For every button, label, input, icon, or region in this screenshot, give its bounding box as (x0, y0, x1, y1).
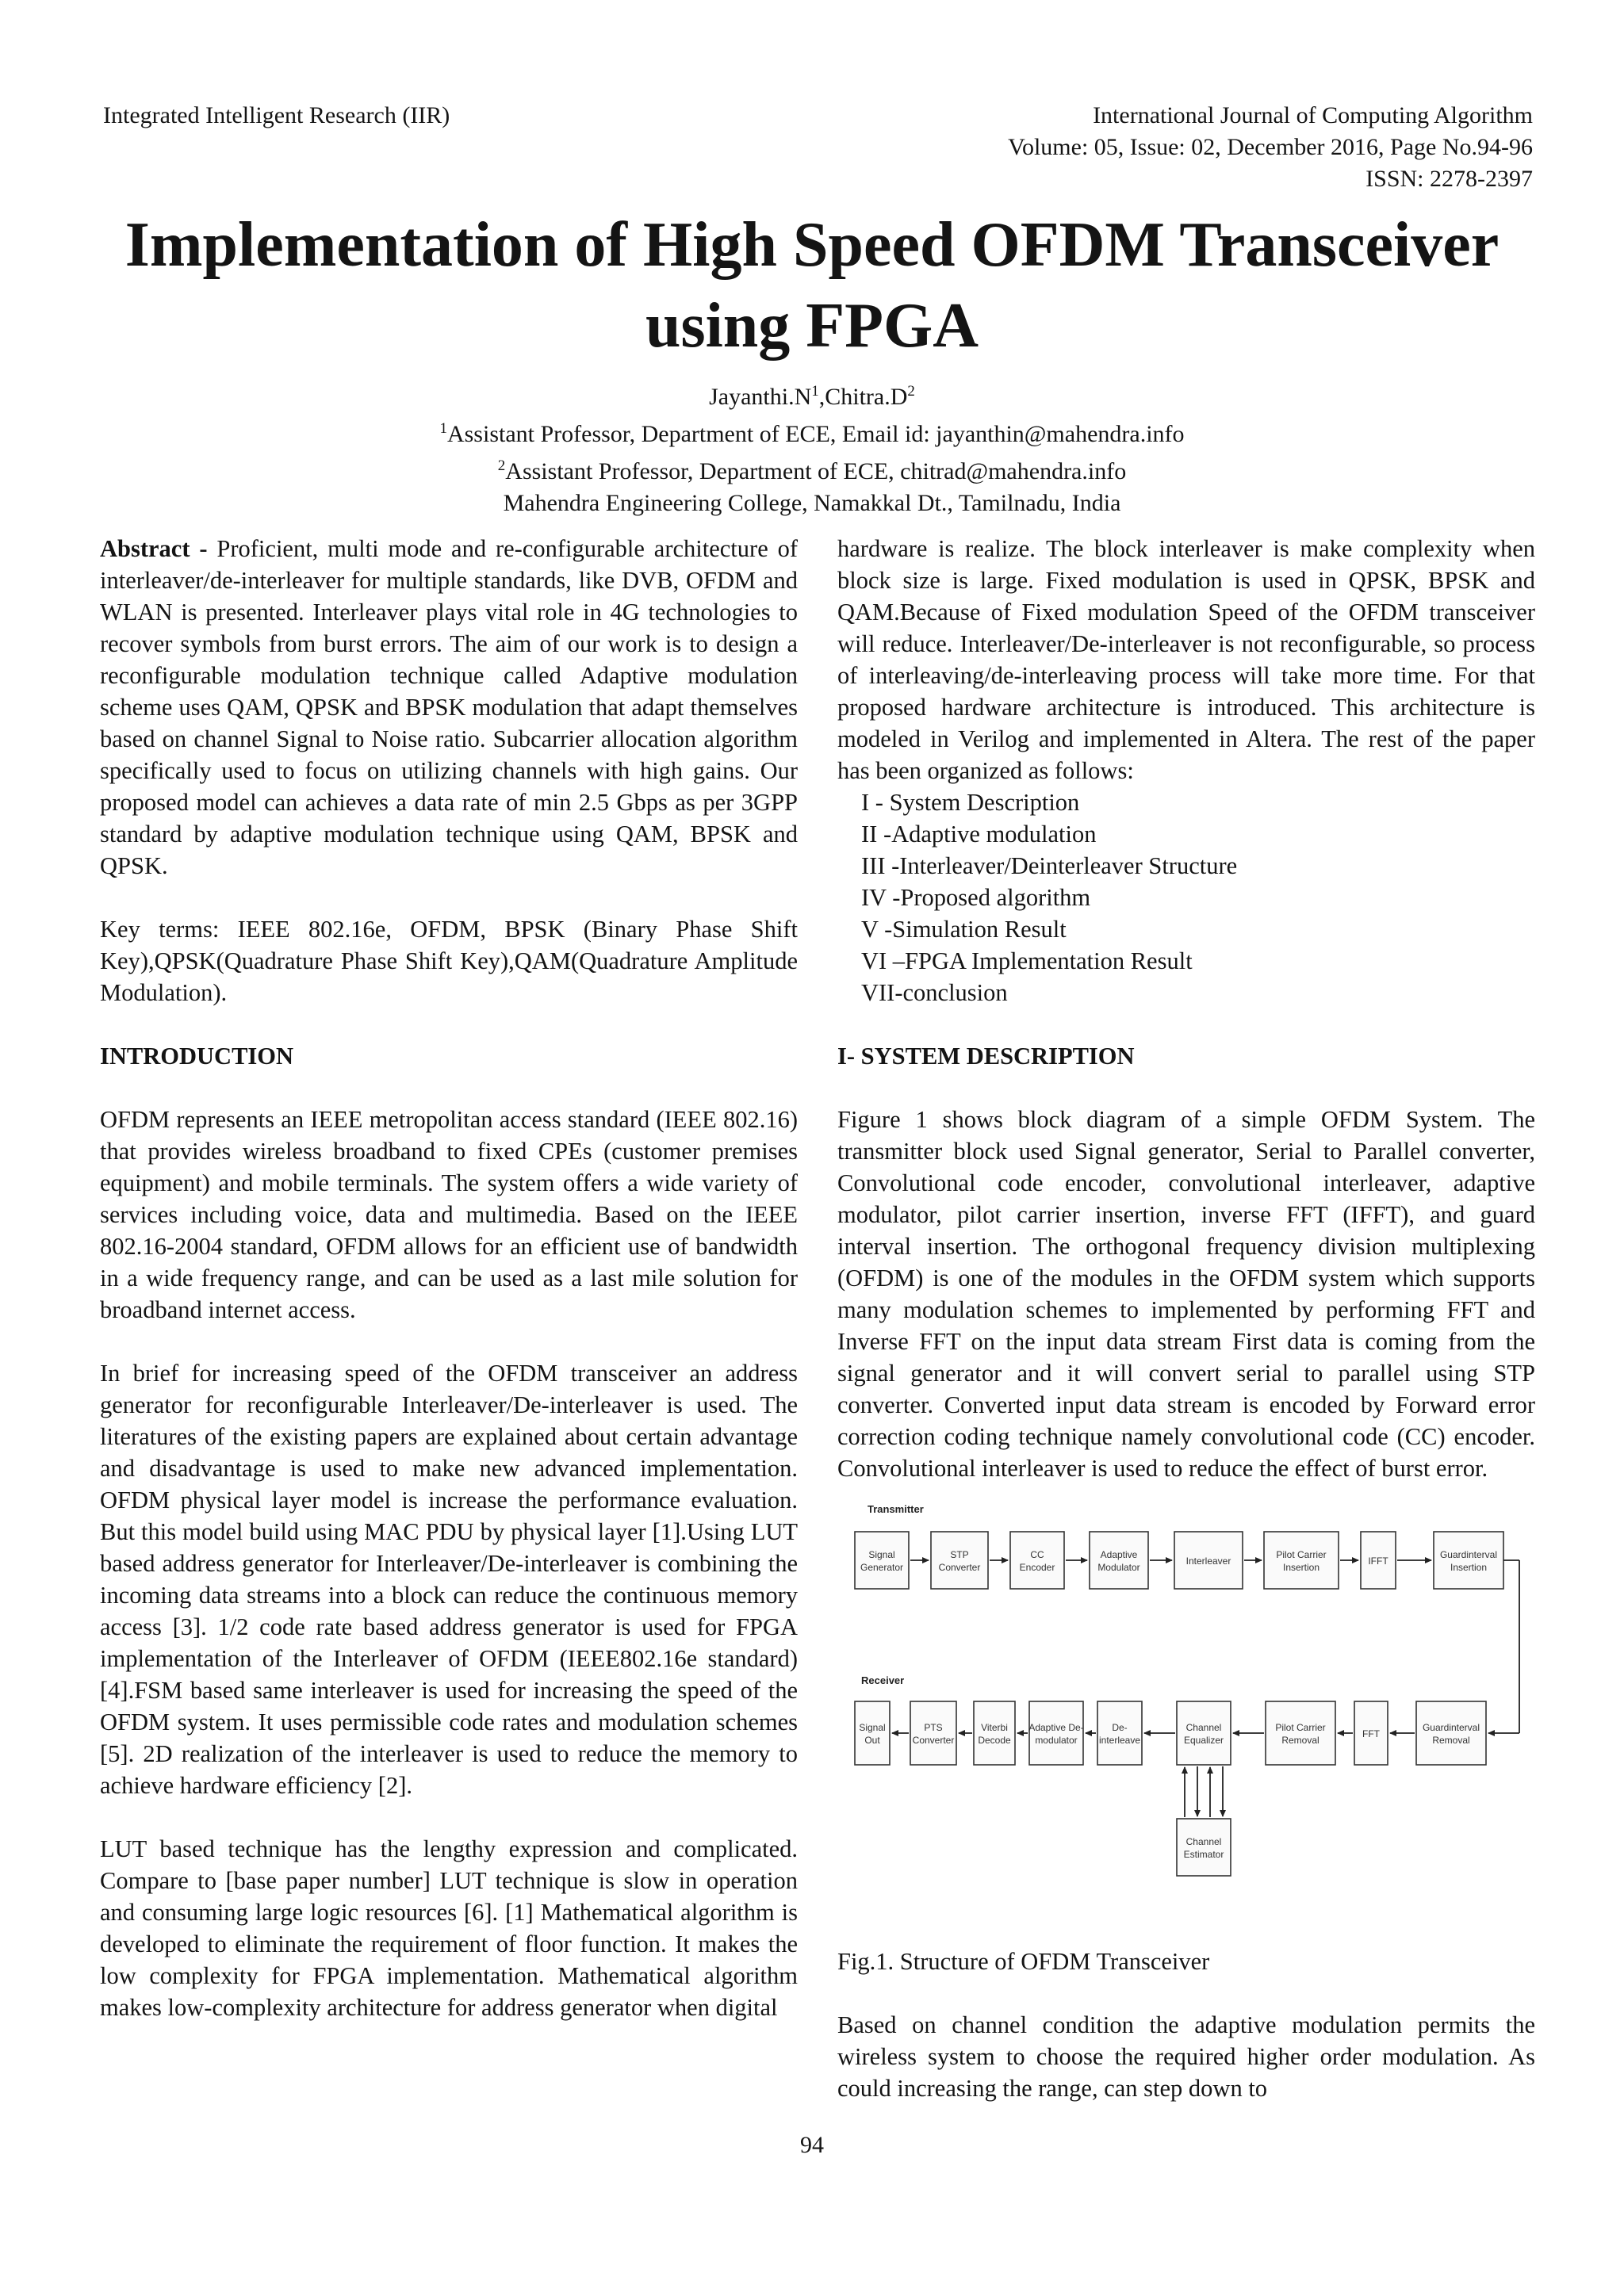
block-label-cc-encoder: Encoder (1019, 1562, 1055, 1573)
block-label-signal-out: Out (864, 1735, 880, 1746)
abstract-text: Proficient, multi mode and re-configurable architecture of interleaver/de-interleaver for multiple standards, like DVB, OFDM and WLAN is presented. Interleaver plays vital role in 4G technologies to recover symbols from burst errors. The aim of our work is to design a reconfigurable modulation technique called Adaptive modulation scheme uses QAM, QPSK and BPSK modulation that adapt themselves based on channel Signal to Noise ratio. Subcarrier allocation algorithm specifically used to focus on utilizing channels with high gains. Our proposed model can achieves a data rate of min 2.5 Gbps as per 3GPP standard by adaptive modulation technique using QAM, BPSK and QPSK. (100, 535, 799, 879)
block-channel-equalizer (1177, 1701, 1231, 1765)
intro-paragraph-3: LUT based technique has the lengthy expression and complicated. Compare to [base paper number] LUT technique is slow in operation and consuming large logic resources [6]. [1] Mathematical algorithm is developed to eliminate the requirement of floor function. It makes the low complexity for FPGA implementation. Mathematical algorithm makes low-complexity architecture for address generator when digital (100, 1835, 798, 2021)
block-label-stp-converter: Converter (938, 1562, 981, 1573)
block-label-signal-out: Signal (859, 1722, 886, 1733)
block-cc-encoder (1010, 1532, 1064, 1589)
title-line-2: using FPGA (645, 291, 979, 361)
intro-paragraph-2: In brief for increasing speed of the OFDM transceiver an address generator for reconfigurable Interleaver/De-interleaver is used. The literatures of the existing papers are explained about certain advantage and disadvantage is used to make new advanced implementation. OFDM physical layer model is increase the performance evaluation. But this model build using MAC PDU by physical layer [1].Using LUT based address generator for Interleaver/De-interleaver is combining the incoming data streams into a block can reduce the continuous memory access [3]. 1/2 code rate based address generator is used for FPGA implementation of the Interleaver of OFDM (IEEE802.16e standard) [4].FSM based same interleaver is used for increasing the speed of the OFDM system. It uses permissible code rates and modulation schemes [5]. 2D realization of the interleaver is used to reduce the memory to achieve hardware efficiency [2]. (100, 1360, 798, 1799)
block-label-channel-estimator: Channel (1185, 1836, 1222, 1847)
block-pts-converter (910, 1701, 956, 1765)
block-label-interleaver: Interleaver (1185, 1556, 1231, 1567)
block-signal-out (855, 1701, 890, 1765)
figure-caption: Fig.1. Structure of OFDM Transceiver (837, 1948, 1210, 1975)
block-label-pts-converter: PTS (924, 1722, 943, 1733)
block-label-pilot-carrier-removal: Removal (1281, 1735, 1320, 1746)
paper-title (79, 205, 1545, 366)
outline-item: VII-conclusion (861, 979, 1008, 1006)
author-separator: , (818, 384, 825, 410)
block-signal-generator (855, 1532, 909, 1589)
abstract-label: Abstract - (100, 535, 208, 562)
block-label-channel-equalizer: Equalizer (1183, 1735, 1224, 1746)
author-2: Chitra.D (825, 384, 908, 410)
block-viterbi-decode (974, 1701, 1015, 1765)
block-label-pilot-carrier-insertion: Insertion (1282, 1562, 1320, 1573)
block-label-signal-generator: Signal (868, 1549, 895, 1560)
block-label-adaptive-modulator: Adaptive (1100, 1549, 1138, 1560)
affiliation-2 (238, 450, 1386, 488)
author-2-sup: 2 (907, 383, 915, 400)
block-label-ifft: IFFT (1368, 1556, 1388, 1567)
transmitter-label: Transmitter (868, 1503, 924, 1515)
outline-item: II -Adaptive modulation (861, 821, 1097, 848)
block-label-de-interleave: De- (1112, 1722, 1128, 1733)
outline-item: I - System Description (861, 789, 1080, 816)
block-label-adaptive-de-modulator: modulator (1035, 1735, 1078, 1746)
journal-volume: Volume: 05, Issue: 02, December 2016, Page No.94-96 (1008, 134, 1533, 160)
header-left (103, 100, 450, 132)
receiver-label: Receiver (861, 1674, 905, 1686)
block-stp-converter (931, 1532, 988, 1589)
college: Mahendra Engineering College, Namakkal Dt., Tamilnadu, India (503, 490, 1121, 516)
block-label-stp-converter: STP (950, 1549, 969, 1560)
affiliation-1 (238, 413, 1386, 450)
publisher-name: Integrated Intelligent Research (IIR) (103, 102, 450, 128)
block-label-fft: FFT (1362, 1728, 1380, 1739)
author-block (238, 376, 1386, 519)
title-line-1: Implementation of High Speed OFDM Transceiver (124, 210, 1500, 280)
block-label-channel-equalizer: Channel (1185, 1722, 1222, 1733)
block-label-pilot-carrier-insertion: Pilot Carrier (1276, 1549, 1327, 1560)
block-label-de-interleave: interleave (1098, 1735, 1141, 1746)
author-names (238, 376, 1386, 413)
affiliation-1-text: Assistant Professor, Department of ECE, Email id: jayanthin@mahendra.info (446, 421, 1185, 447)
block-diagram-svg (837, 1486, 1535, 1914)
block-pilot-carrier-removal (1266, 1701, 1335, 1765)
block-pilot-carrier-insertion (1264, 1532, 1339, 1589)
block-label-cc-encoder: CC (1030, 1549, 1044, 1560)
block-channel-estimator (1177, 1819, 1231, 1876)
block-label-guardinterval-removal: Removal (1432, 1735, 1470, 1746)
right-column (837, 533, 1535, 2104)
introduction-heading: INTRODUCTION (100, 1043, 294, 1070)
block-guardinterval-insertion (1434, 1532, 1503, 1589)
left-column (100, 533, 798, 2023)
affiliation-1-sup: 1 (439, 420, 447, 437)
block-label-pts-converter: Converter (912, 1735, 955, 1746)
outline-item: VI –FPGA Implementation Result (861, 947, 1193, 974)
block-label-guardinterval-removal: Guardinterval (1422, 1722, 1480, 1733)
block-label-pilot-carrier-removal: Pilot Carrier (1275, 1722, 1326, 1733)
block-label-guardinterval-insertion: Insertion (1450, 1562, 1488, 1573)
outline-item: IV -Proposed algorithm (861, 884, 1091, 911)
system-paragraph-2: Based on channel condition the adaptive modulation permits the wireless system to choose the required higher order modulation. As could increasing the range, can step down to (837, 2011, 1535, 2102)
author-1-sup: 1 (811, 383, 819, 400)
block-label-guardinterval-insertion: Guardinterval (1439, 1549, 1498, 1560)
ofdm-block-diagram (837, 1486, 1535, 1914)
block-de-interleave (1097, 1701, 1142, 1765)
block-guardinterval-removal (1416, 1701, 1486, 1765)
page-number: 94 (800, 2132, 824, 2158)
journal-issn: ISSN: 2278-2397 (1365, 166, 1533, 192)
author-1: Jayanthi.N (709, 384, 812, 410)
block-label-adaptive-de-modulator: Adaptive De- (1028, 1722, 1084, 1733)
intro-paragraph-1: OFDM represents an IEEE metropolitan access standard (IEEE 802.16) that provides wireless broadband to fixed CPEs (customer premises equipment) and mobile terminals. The system offers a wide variety of services including voice, data and multimedia. Based on the IEEE 802.16-2004 standard, OFDM allows for an efficient use of bandwidth in a wide frequency range, and can be used as a last mile solution for broadband internet access. (100, 1106, 798, 1323)
right-paragraph-1: hardware is realize. The block interleaver is make complexity when block size is large. Fixed modulation is used in QPSK, BPSK and QAM.Because of Fixed modulation Speed of the OFDM transceiver will reduce. Interleaver/De-interleaver is not reconfigurable, so process of interleaving/de-interleaving process will take more time. For that proposed hardware architecture is introduced. This architecture is modeled in Verilog and implemented in Altera. The rest of the paper has been organized as follows: (837, 535, 1535, 784)
block-label-viterbi-decode: Viterbi (981, 1722, 1008, 1733)
journal-name: International Journal of Computing Algorithm (1093, 102, 1533, 128)
key-terms: Key terms: IEEE 802.16e, OFDM, BPSK (Binary Phase Shift Key),QPSK(Quadrature Phase Shift Key),QAM(Quadrature Amplitude Modulation). (100, 916, 798, 1006)
abstract (100, 533, 798, 882)
block-label-signal-generator: Generator (860, 1562, 904, 1573)
block-adaptive-modulator (1090, 1532, 1148, 1589)
block-label-adaptive-modulator: Modulator (1097, 1562, 1140, 1573)
system-description-heading: I- SYSTEM DESCRIPTION (837, 1043, 1135, 1070)
block-adaptive-de-modulator (1029, 1701, 1083, 1765)
affiliation-2-text: Assistant Professor, Department of ECE, chitrad@mahendra.info (505, 458, 1127, 484)
outline-item: V -Simulation Result (861, 916, 1067, 943)
affiliation-2-sup: 2 (497, 457, 506, 474)
system-paragraph-1: Figure 1 shows block diagram of a simple OFDM System. The transmitter block used Signal generator, Serial to Parallel converter, Convolutional code encoder, convolutional interleaver, adaptive modulator, pilot carrier insertion, inverse FFT (IFFT), and guard interval insertion. The orthogonal frequency division multiplexing (OFDM) is one of the modules in the OFDM system which supports many modulation schemes to implemented by performing FFT and Inverse FFT on the input data stream First data is coming from the signal generator and it will convert serial to parallel using STP converter. Converted input data stream is encoded by Forward error correction coding technique namely convolutional code (CC) encoder. Convolutional interleaver is used to reduce the effect of burst error. (837, 1106, 1535, 1482)
block-label-viterbi-decode: Decode (978, 1735, 1011, 1746)
outline-item: III -Interleaver/Deinterleaver Structure (861, 852, 1238, 879)
paper-outline (837, 786, 1535, 1008)
block-label-channel-estimator: Estimator (1183, 1849, 1224, 1860)
header-right (1008, 100, 1533, 195)
